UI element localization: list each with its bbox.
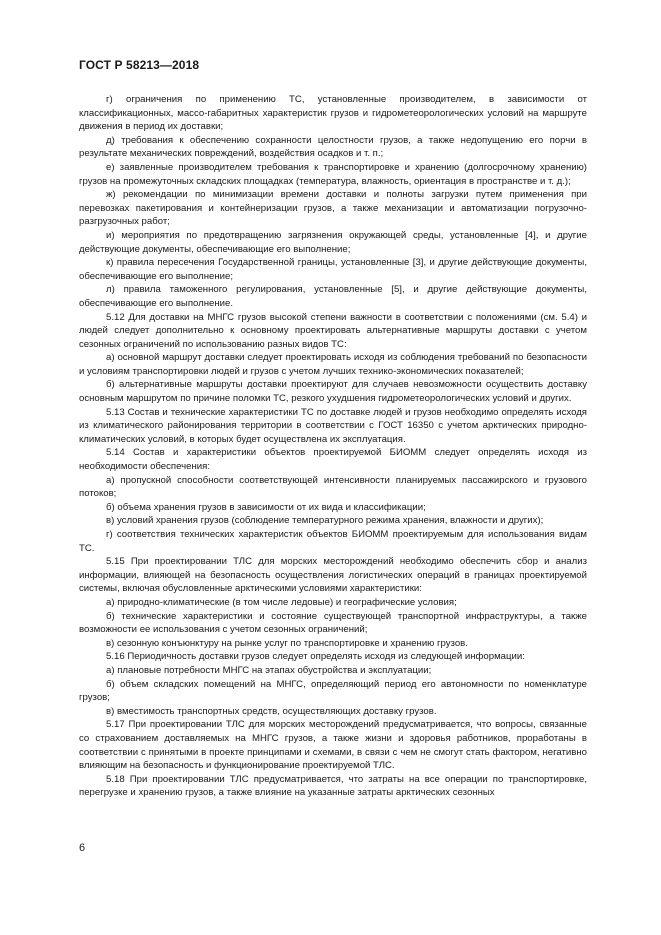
paragraph: а) пропускной способности соответствующей интенсивности планируемых пассажирского и грузового потоков; [79, 474, 587, 500]
paragraph: в) условий хранения грузов (соблюдение температурного режима хранения, влажности и других); [106, 515, 544, 527]
paragraph: а) природно-климатические (в том числе ледовые) и географические условия; [106, 596, 457, 608]
paragraph: 5.14 Состав и характеристики объектов проектируемой БИОММ следует определять исходя из необходимости обеспечения: [79, 447, 587, 473]
paragraph: л) правила таможенного регулирования, установленные [5], и другие действующие документы, обеспечивающие его выполнение. [79, 284, 587, 309]
paragraph: б) альтернативные маршруты доставки проектируют для случаев невозможности осуществить доставку основным маршрутом по причине поломки ТС, резкого ухудшения гидрометеорологических условий и других. [79, 379, 587, 405]
paragraph: а) плановые потребности МНГС на этапах обустройства и эксплуатации; [106, 664, 432, 676]
paragraph: 5.16 Периодичность доставки грузов следует определять исходя из следующей информации: [106, 651, 525, 663]
document-body [79, 93, 587, 800]
paragraph: б) объема хранения грузов в зависимости от их вида и классификации; [106, 501, 426, 513]
paragraph: г) ограничения по применению ТС, установленные производителем, в зависимости от классификационных, массо-габаритных характеристик грузов и гидрометеорологических условий на маршруте движения в период их доставки; [79, 94, 587, 133]
paragraph: 5.17 При проектировании ТЛС для морских месторождений предусматривается, что вопросы, связанные со страхованием доставляемых на МНГС грузов, а также жизни и здоровья работников, проработаны в соответствии с принятыми в проекте принципами и схемами, в связи с чем не смогут стать фактором, негативно влияющим на безопасность и функционирование проектируемой ТЛС. [79, 719, 587, 772]
paragraph: 5.18 При проектировании ТЛС предусматривается, что затраты на все операции по транспортировке, перегрузке и хранению грузов, а также влияние на указанные затраты арктических сезонных [79, 773, 587, 799]
paragraph: а) основной маршрут доставки следует проектировать исходя из соблюдения требований по безопасности и условиям транспортировки людей и грузов с учетом лучших технико-экономических показателей; [79, 352, 587, 377]
paragraph: и) мероприятия по предотвращению загрязнения окружающей среды, установленные [4], и другие действующие документы, обеспечивающие его выполнение; [79, 229, 587, 255]
page-number: 6 [79, 842, 86, 854]
paragraph: 5.13 Состав и технические характеристики ТС по доставке людей и грузов необходимо определять исходя из климатического районирования территории в соответствии с ГОСТ 16350 с учетом арктических природно-климатических условий, в которых будет осуществлена их эксплуатация. [79, 406, 587, 445]
paragraph: е) заявленные производителем требования к транспортировке и хранению (долгосрочному хранению) грузов на промежуточных складских площадках (температура, влажность, ориентация в пространстве и т. д.); [79, 161, 587, 187]
document-header: ГОСТ Р 58213—2018 [79, 58, 200, 72]
paragraph: 5.15 При проектировании ТЛС для морских месторождений необходимо обеспечить сбор и анализ информации, влияющей на безопасность осуществления логистических операций в границах проектируемой системы, включая обусловленные арктическими условиями характеристики: [79, 556, 587, 595]
paragraph: б) объем складских помещений на МНГС, определяющий период его автономности по номенклатуре грузов; [79, 678, 587, 704]
paragraph: к) правила пересечения Государственной границы, установленные [3], и другие действующие документы, обеспечивающие его выполнение; [79, 257, 587, 282]
paragraph: б) технические характеристики и состояние существующей транспортной инфраструктуры, а также возможности ее использования с учетом сезонных ограничений; [79, 610, 587, 636]
paragraph: в) сезонную конъюнктуру на рынке услуг по транспортировке и хранению грузов. [106, 637, 468, 649]
paragraph: д) требования к обеспечению сохранности целостности грузов, а также недопущению его порчи в результате механических повреждений, воздействия осадков и т. п.; [79, 134, 587, 160]
paragraph: в) вместимость транспортных средств, осуществляющих доставку грузов. [106, 705, 437, 717]
paragraph: г) соответствия технических характеристик объектов БИОММ проектируемым для использования видам ТС. [79, 529, 587, 554]
paragraph: ж) рекомендации по минимизации времени доставки и полноты загрузки путем применения при перевозках пакетирования и контейнеризации грузов, а также механизации и автоматизации погрузочно-разгрузочных работ; [79, 189, 587, 228]
paragraph: 5.12 Для доставки на МНГС грузов высокой степени важности в соответствии с положениями (см. 5.4) и людей следует дополнительно к основному проектировать альтернативные маршруты доставки с учетом сезонных ограничений по использованию разных видов ТС: [79, 311, 587, 350]
